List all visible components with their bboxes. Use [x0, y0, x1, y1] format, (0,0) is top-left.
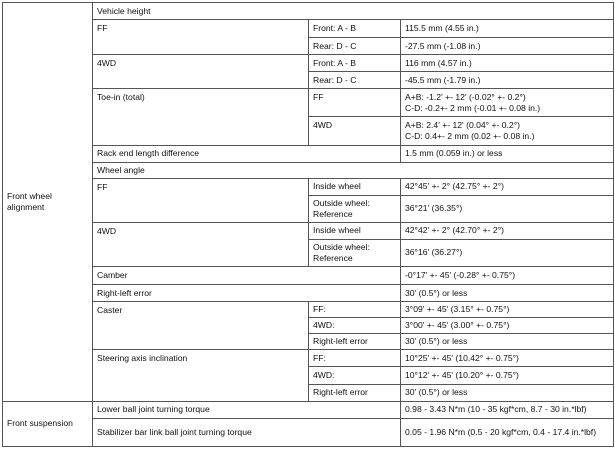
toe-in-4wd-label: 4WD — [309, 117, 401, 145]
wheel-angle-ff-label: FF — [93, 178, 309, 222]
toe-in-4wd-value-cd: C-D: 0.4+- 2 mm (0.02 +- 0.08 in.) — [405, 131, 535, 142]
wheel-angle-4wd-outside-value: 36°16' (36.27°) — [401, 239, 614, 266]
vehicle-height-ff-front-label: Front: A - B — [309, 20, 401, 38]
table-row — [3, 285, 614, 302]
wheel-angle-4wd-inside-value: 42°42' +- 2° (42.70° +- 2°) — [401, 222, 614, 239]
camber-value: -0°17' +- 45' (-0.28° +- 0.75°) — [401, 267, 614, 285]
steering-axis-4wd-value: 10°12' +- 45' (10.20° +- 0.75°) — [401, 367, 614, 384]
caster-label: Caster — [93, 302, 309, 350]
vehicle-height-4wd-label: 4WD — [93, 55, 309, 89]
steering-axis-label: Steering axis inclination — [93, 350, 309, 401]
toe-in-4wd-value-ab: A+B: 2.4' +- 12' (0.04° +- 0.2°) — [405, 120, 521, 131]
camber-error-value: 30' (0.5°) or less — [401, 285, 614, 302]
vehicle-height-4wd-rear-value: -45.5 mm (-1.79 in.) — [401, 72, 614, 89]
rack-end-value: 1.5 mm (0.059 in.) or less — [401, 145, 614, 162]
steering-axis-ff-label: FF: — [309, 350, 401, 367]
table-row — [3, 222, 614, 239]
steering-axis-error-value: 30' (0.5°) or less — [401, 384, 614, 401]
caster-error-value: 30' (0.5°) or less — [401, 334, 614, 350]
camber-label: Camber — [93, 267, 401, 285]
wheel-angle-title: Wheel angle — [93, 162, 614, 178]
vehicle-height-ff-rear-label: Rear: D - C — [309, 38, 401, 55]
vehicle-height-4wd-rear-label: Rear: D - C — [309, 72, 401, 89]
table-row — [3, 418, 614, 446]
table-row — [3, 350, 614, 367]
table-row — [3, 401, 614, 418]
table-row — [3, 178, 614, 195]
vehicle-height-ff-label: FF — [93, 20, 309, 55]
table-row — [3, 3, 614, 20]
table-row — [3, 20, 614, 38]
spec-table — [2, 2, 614, 447]
toe-in-ff-value-cd: C-D: -0.2+- 2 mm (-0.01 +- 0.08 in.) — [405, 102, 541, 113]
camber-error-label: Right-left error — [93, 285, 401, 302]
caster-ff-label: FF: — [309, 302, 401, 318]
wheel-angle-ff-outside-value: 36°21' (36.35°) — [401, 195, 614, 222]
stabilizer-link-label: Stabilizer bar link ball joint turning torque — [93, 418, 401, 446]
wheel-angle-4wd-inside-label: Inside wheel — [309, 222, 401, 239]
steering-axis-ff-value: 10°25' +- 45' (10.42° +- 0.75°) — [401, 350, 614, 367]
toe-in-ff-value — [401, 89, 614, 117]
wheel-angle-ff-inside-label: Inside wheel — [309, 178, 401, 195]
caster-ff-value: 3°09' +- 45' (3.15° +- 0.75°) — [401, 302, 614, 318]
vehicle-height-4wd-front-label: Front: A - B — [309, 55, 401, 72]
vehicle-height-ff-rear-value: -27.5 mm (-1.08 in.) — [401, 38, 614, 55]
lower-ball-joint-label: Lower ball joint turning torque — [93, 401, 401, 418]
section-front-wheel-alignment: Front wheel alignment — [3, 3, 93, 402]
caster-4wd-value: 3°00' +- 45' (3.00° +- 0.75°) — [401, 318, 614, 334]
caster-4wd-label: 4WD: — [309, 318, 401, 334]
table-row — [3, 55, 614, 72]
table-row — [3, 145, 614, 162]
vehicle-height-ff-front-value: 115.5 mm (4.55 in.) — [401, 20, 614, 38]
steering-axis-error-label: Right-left error — [309, 384, 401, 401]
table-row — [3, 302, 614, 318]
table-row — [3, 162, 614, 178]
toe-in-4wd-value — [401, 117, 614, 145]
table-row — [3, 89, 614, 117]
vehicle-height-4wd-front-value: 116 mm (4.57 in.) — [401, 55, 614, 72]
wheel-angle-4wd-label: 4WD — [93, 222, 309, 266]
steering-axis-4wd-label: 4WD: — [309, 367, 401, 384]
vehicle-height-title: Vehicle height — [93, 3, 614, 20]
caster-error-label: Right-left error — [309, 334, 401, 350]
wheel-angle-4wd-outside-label: Outside wheel: Reference — [309, 239, 401, 266]
wheel-angle-ff-inside-value: 42°45' +- 2° (42.75° +- 2°) — [401, 178, 614, 195]
section-front-suspension: Front suspension — [3, 401, 93, 446]
table-row — [3, 267, 614, 285]
toe-in-label: Toe-in (total) — [93, 89, 309, 145]
stabilizer-link-value: 0.05 - 1.96 N*m (0.5 - 20 kgf*cm, 0.4 - 17.4 in.*lbf) — [401, 418, 614, 446]
toe-in-ff-label: FF — [309, 89, 401, 117]
rack-end-label: Rack end length difference — [93, 145, 401, 162]
toe-in-ff-value-ab: A+B: -1.2' +- 12' (-0.02° +- 0.2°) — [405, 91, 526, 102]
lower-ball-joint-value: 0.98 - 3.43 N*m (10 - 35 kgf*cm, 8.7 - 30 in.*lbf) — [401, 401, 614, 418]
wheel-angle-ff-outside-label: Outside wheel: Reference — [309, 195, 401, 222]
